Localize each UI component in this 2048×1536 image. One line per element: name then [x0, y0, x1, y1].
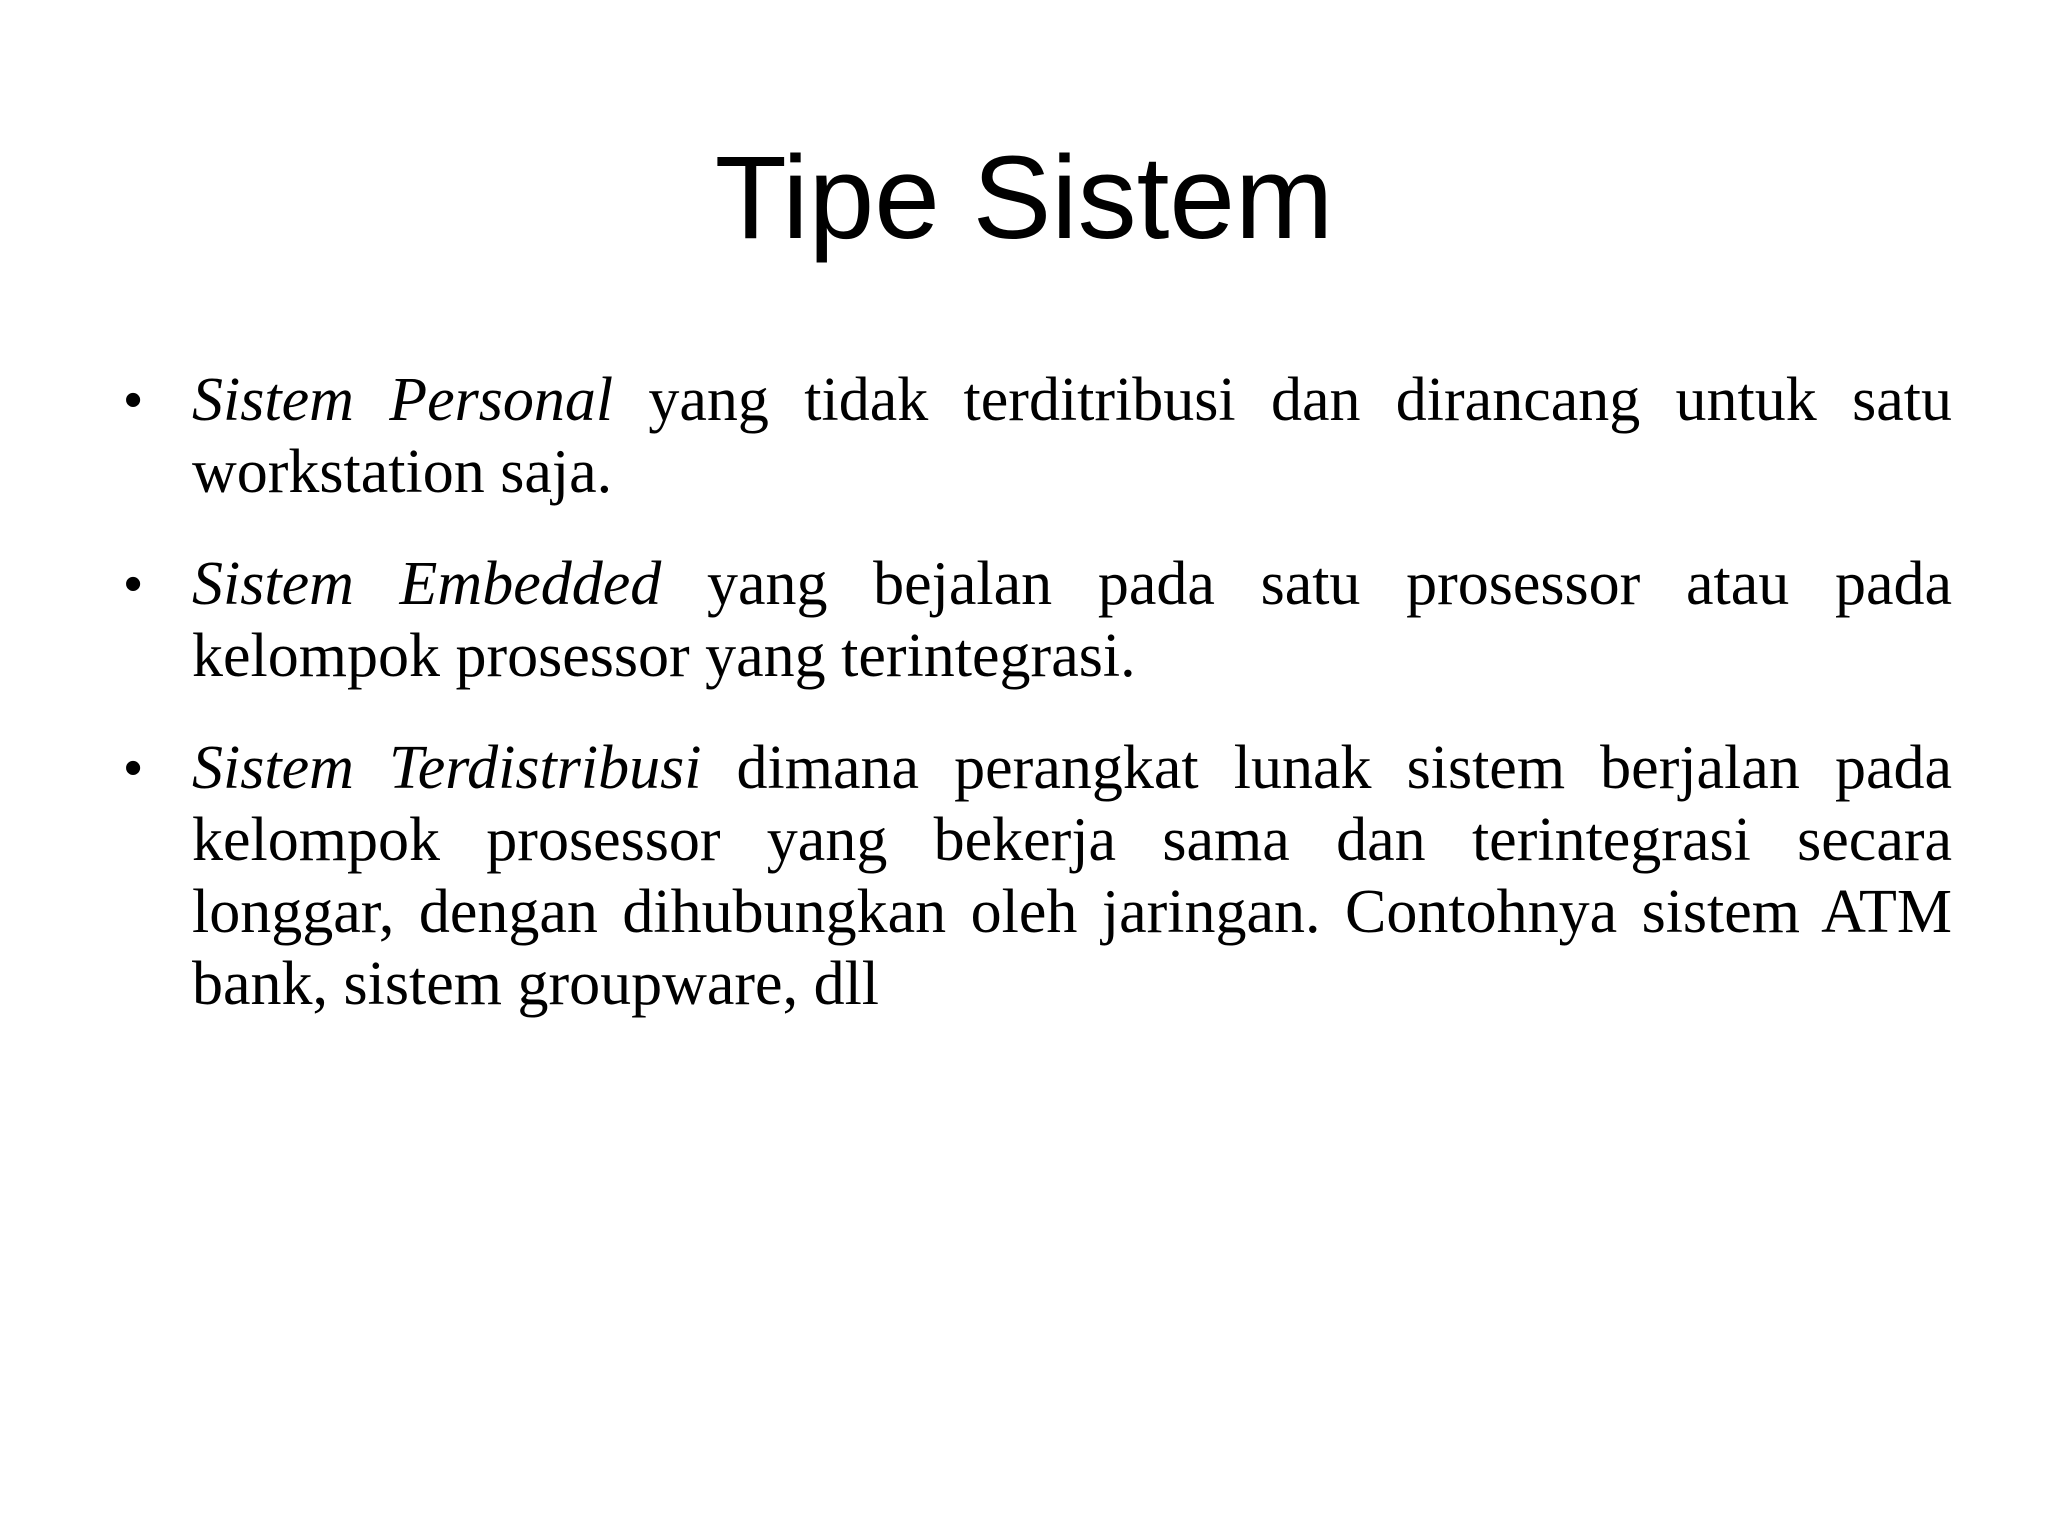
- bullet-item-sistem-embedded: [124, 548, 1952, 692]
- bullet-term: Sistem Personal: [192, 366, 614, 434]
- bullet-icon: •: [124, 371, 143, 429]
- bullet-text: yang tidak terditribusi dan dirancang untuk satu workstation saja.: [192, 366, 1952, 506]
- bullet-icon: •: [124, 739, 143, 797]
- bullet-item-sistem-terdistribusi: [124, 732, 1952, 1020]
- bullet-term: Sistem Embedded: [192, 550, 662, 618]
- bullet-term: Sistem Terdistribusi: [192, 734, 702, 802]
- bullet-item-sistem-personal: [124, 364, 1952, 508]
- bullet-icon: •: [124, 555, 143, 613]
- bullet-list: [124, 364, 1952, 1060]
- slide-title: Tipe Sistem: [714, 132, 1334, 264]
- bullet-text: dimana perangkat lunak sistem berjalan pada kelompok prosessor yang bekerja sama dan terintegrasi secara longgar, dengan dihubungkan oleh jaringan. Contohnya sistem ATM bank, sistem groupware, dll: [192, 734, 1952, 1018]
- bullet-text: yang bejalan pada satu prosessor atau pada kelompok prosessor yang terintegrasi.: [192, 550, 1952, 690]
